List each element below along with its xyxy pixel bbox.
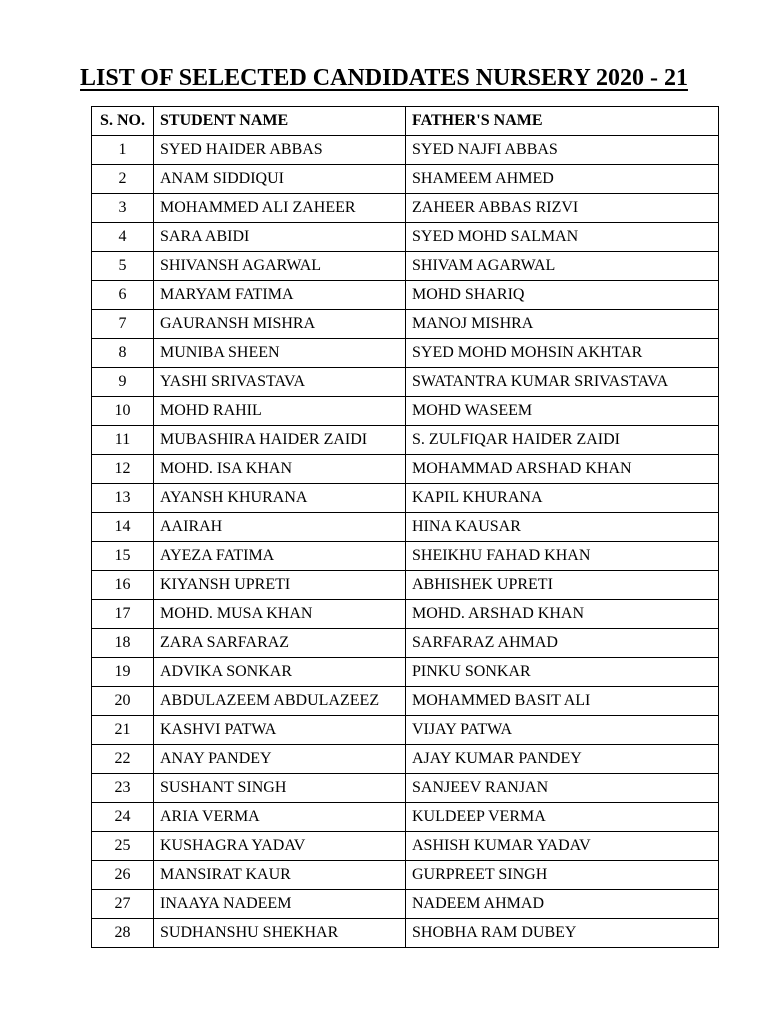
page-title: LIST OF SELECTED CANDIDATES NURSERY 2020 - 21 — [80, 65, 688, 91]
table-row — [92, 310, 719, 339]
table-row — [92, 426, 719, 455]
cell-father-name: SYED NAJFI ABBAS — [406, 136, 719, 165]
cell-student-name: SUDHANSHU SHEKHAR — [154, 919, 406, 948]
cell-student-name: YASHI SRIVASTAVA — [154, 368, 406, 397]
cell-student-name: ARIA VERMA — [154, 803, 406, 832]
cell-father-name: PINKU SONKAR — [406, 658, 719, 687]
cell-serial-number: 7 — [92, 310, 154, 339]
cell-father-name: SHAMEEM AHMED — [406, 165, 719, 194]
header-serial-number: S. NO. — [92, 107, 154, 136]
table-row — [92, 832, 719, 861]
cell-father-name: SHIVAM AGARWAL — [406, 252, 719, 281]
table-row — [92, 194, 719, 223]
cell-serial-number: 17 — [92, 600, 154, 629]
cell-serial-number: 18 — [92, 629, 154, 658]
cell-serial-number: 12 — [92, 455, 154, 484]
cell-student-name: KASHVI PATWA — [154, 716, 406, 745]
table-row — [92, 368, 719, 397]
cell-serial-number: 23 — [92, 774, 154, 803]
table-row — [92, 803, 719, 832]
table-row — [92, 890, 719, 919]
table-row — [92, 600, 719, 629]
cell-father-name: ASHISH KUMAR YADAV — [406, 832, 719, 861]
table-row — [92, 687, 719, 716]
cell-student-name: SARA ABIDI — [154, 223, 406, 252]
cell-serial-number: 13 — [92, 484, 154, 513]
table-header-row — [92, 107, 719, 136]
cell-father-name: SWATANTRA KUMAR SRIVASTAVA — [406, 368, 719, 397]
cell-student-name: ANAM SIDDIQUI — [154, 165, 406, 194]
cell-father-name: SANJEEV RANJAN — [406, 774, 719, 803]
cell-serial-number: 26 — [92, 861, 154, 890]
cell-student-name: MANSIRAT KAUR — [154, 861, 406, 890]
cell-student-name: KUSHAGRA YADAV — [154, 832, 406, 861]
cell-father-name: MOHD WASEEM — [406, 397, 719, 426]
cell-father-name: VIJAY PATWA — [406, 716, 719, 745]
table-row — [92, 861, 719, 890]
cell-father-name: KULDEEP VERMA — [406, 803, 719, 832]
cell-student-name: MOHD. ISA KHAN — [154, 455, 406, 484]
table-row — [92, 774, 719, 803]
cell-student-name: INAAYA NADEEM — [154, 890, 406, 919]
cell-student-name: MUNIBA SHEEN — [154, 339, 406, 368]
cell-father-name: HINA KAUSAR — [406, 513, 719, 542]
table-row — [92, 339, 719, 368]
cell-father-name: SYED MOHD MOHSIN AKHTAR — [406, 339, 719, 368]
cell-student-name: KIYANSH UPRETI — [154, 571, 406, 600]
table-row — [92, 397, 719, 426]
cell-serial-number: 9 — [92, 368, 154, 397]
table-row — [92, 745, 719, 774]
cell-serial-number: 22 — [92, 745, 154, 774]
cell-serial-number: 27 — [92, 890, 154, 919]
cell-serial-number: 20 — [92, 687, 154, 716]
cell-student-name: GAURANSH MISHRA — [154, 310, 406, 339]
table-row — [92, 716, 719, 745]
cell-serial-number: 14 — [92, 513, 154, 542]
cell-student-name: MOHAMMED ALI ZAHEER — [154, 194, 406, 223]
cell-serial-number: 1 — [92, 136, 154, 165]
cell-student-name: ADVIKA SONKAR — [154, 658, 406, 687]
cell-student-name: ABDULAZEEM ABDULAZEEZ — [154, 687, 406, 716]
cell-serial-number: 4 — [92, 223, 154, 252]
table-row — [92, 136, 719, 165]
table-row — [92, 658, 719, 687]
header-student-name: STUDENT NAME — [154, 107, 406, 136]
table-row — [92, 455, 719, 484]
cell-father-name: KAPIL KHURANA — [406, 484, 719, 513]
table-row — [92, 484, 719, 513]
cell-serial-number: 28 — [92, 919, 154, 948]
cell-father-name: MOHD SHARIQ — [406, 281, 719, 310]
cell-father-name: ZAHEER ABBAS RIZVI — [406, 194, 719, 223]
candidates-table — [91, 106, 719, 948]
cell-father-name: SHOBHA RAM DUBEY — [406, 919, 719, 948]
cell-student-name: MOHD RAHIL — [154, 397, 406, 426]
cell-serial-number: 2 — [92, 165, 154, 194]
cell-serial-number: 6 — [92, 281, 154, 310]
table-row — [92, 165, 719, 194]
table-row — [92, 542, 719, 571]
table-row — [92, 571, 719, 600]
cell-student-name: SUSHANT SINGH — [154, 774, 406, 803]
cell-father-name: MOHAMMAD ARSHAD KHAN — [406, 455, 719, 484]
cell-serial-number: 25 — [92, 832, 154, 861]
cell-serial-number: 11 — [92, 426, 154, 455]
cell-serial-number: 15 — [92, 542, 154, 571]
cell-father-name: SARFARAZ AHMAD — [406, 629, 719, 658]
header-father-name: FATHER'S NAME — [406, 107, 719, 136]
table-row — [92, 281, 719, 310]
cell-father-name: AJAY KUMAR PANDEY — [406, 745, 719, 774]
table-body — [92, 136, 719, 948]
table-row — [92, 513, 719, 542]
cell-father-name: MANOJ MISHRA — [406, 310, 719, 339]
cell-serial-number: 10 — [92, 397, 154, 426]
cell-serial-number: 16 — [92, 571, 154, 600]
cell-serial-number: 24 — [92, 803, 154, 832]
table-row — [92, 223, 719, 252]
cell-student-name: AYEZA FATIMA — [154, 542, 406, 571]
cell-student-name: SHIVANSH AGARWAL — [154, 252, 406, 281]
cell-father-name: MOHD. ARSHAD KHAN — [406, 600, 719, 629]
cell-student-name: AAIRAH — [154, 513, 406, 542]
cell-serial-number: 5 — [92, 252, 154, 281]
cell-student-name: AYANSH KHURANA — [154, 484, 406, 513]
cell-father-name: MOHAMMED BASIT ALI — [406, 687, 719, 716]
cell-father-name: NADEEM AHMAD — [406, 890, 719, 919]
cell-serial-number: 8 — [92, 339, 154, 368]
cell-father-name: S. ZULFIQAR HAIDER ZAIDI — [406, 426, 719, 455]
cell-serial-number: 21 — [92, 716, 154, 745]
table-row — [92, 919, 719, 948]
cell-student-name: MOHD. MUSA KHAN — [154, 600, 406, 629]
cell-student-name: MUBASHIRA HAIDER ZAIDI — [154, 426, 406, 455]
cell-father-name: SYED MOHD SALMAN — [406, 223, 719, 252]
cell-father-name: SHEIKHU FAHAD KHAN — [406, 542, 719, 571]
cell-student-name: SYED HAIDER ABBAS — [154, 136, 406, 165]
table-row — [92, 252, 719, 281]
cell-father-name: ABHISHEK UPRETI — [406, 571, 719, 600]
cell-father-name: GURPREET SINGH — [406, 861, 719, 890]
cell-student-name: MARYAM FATIMA — [154, 281, 406, 310]
cell-student-name: ANAY PANDEY — [154, 745, 406, 774]
cell-serial-number: 19 — [92, 658, 154, 687]
cell-serial-number: 3 — [92, 194, 154, 223]
table-row — [92, 629, 719, 658]
cell-student-name: ZARA SARFARAZ — [154, 629, 406, 658]
